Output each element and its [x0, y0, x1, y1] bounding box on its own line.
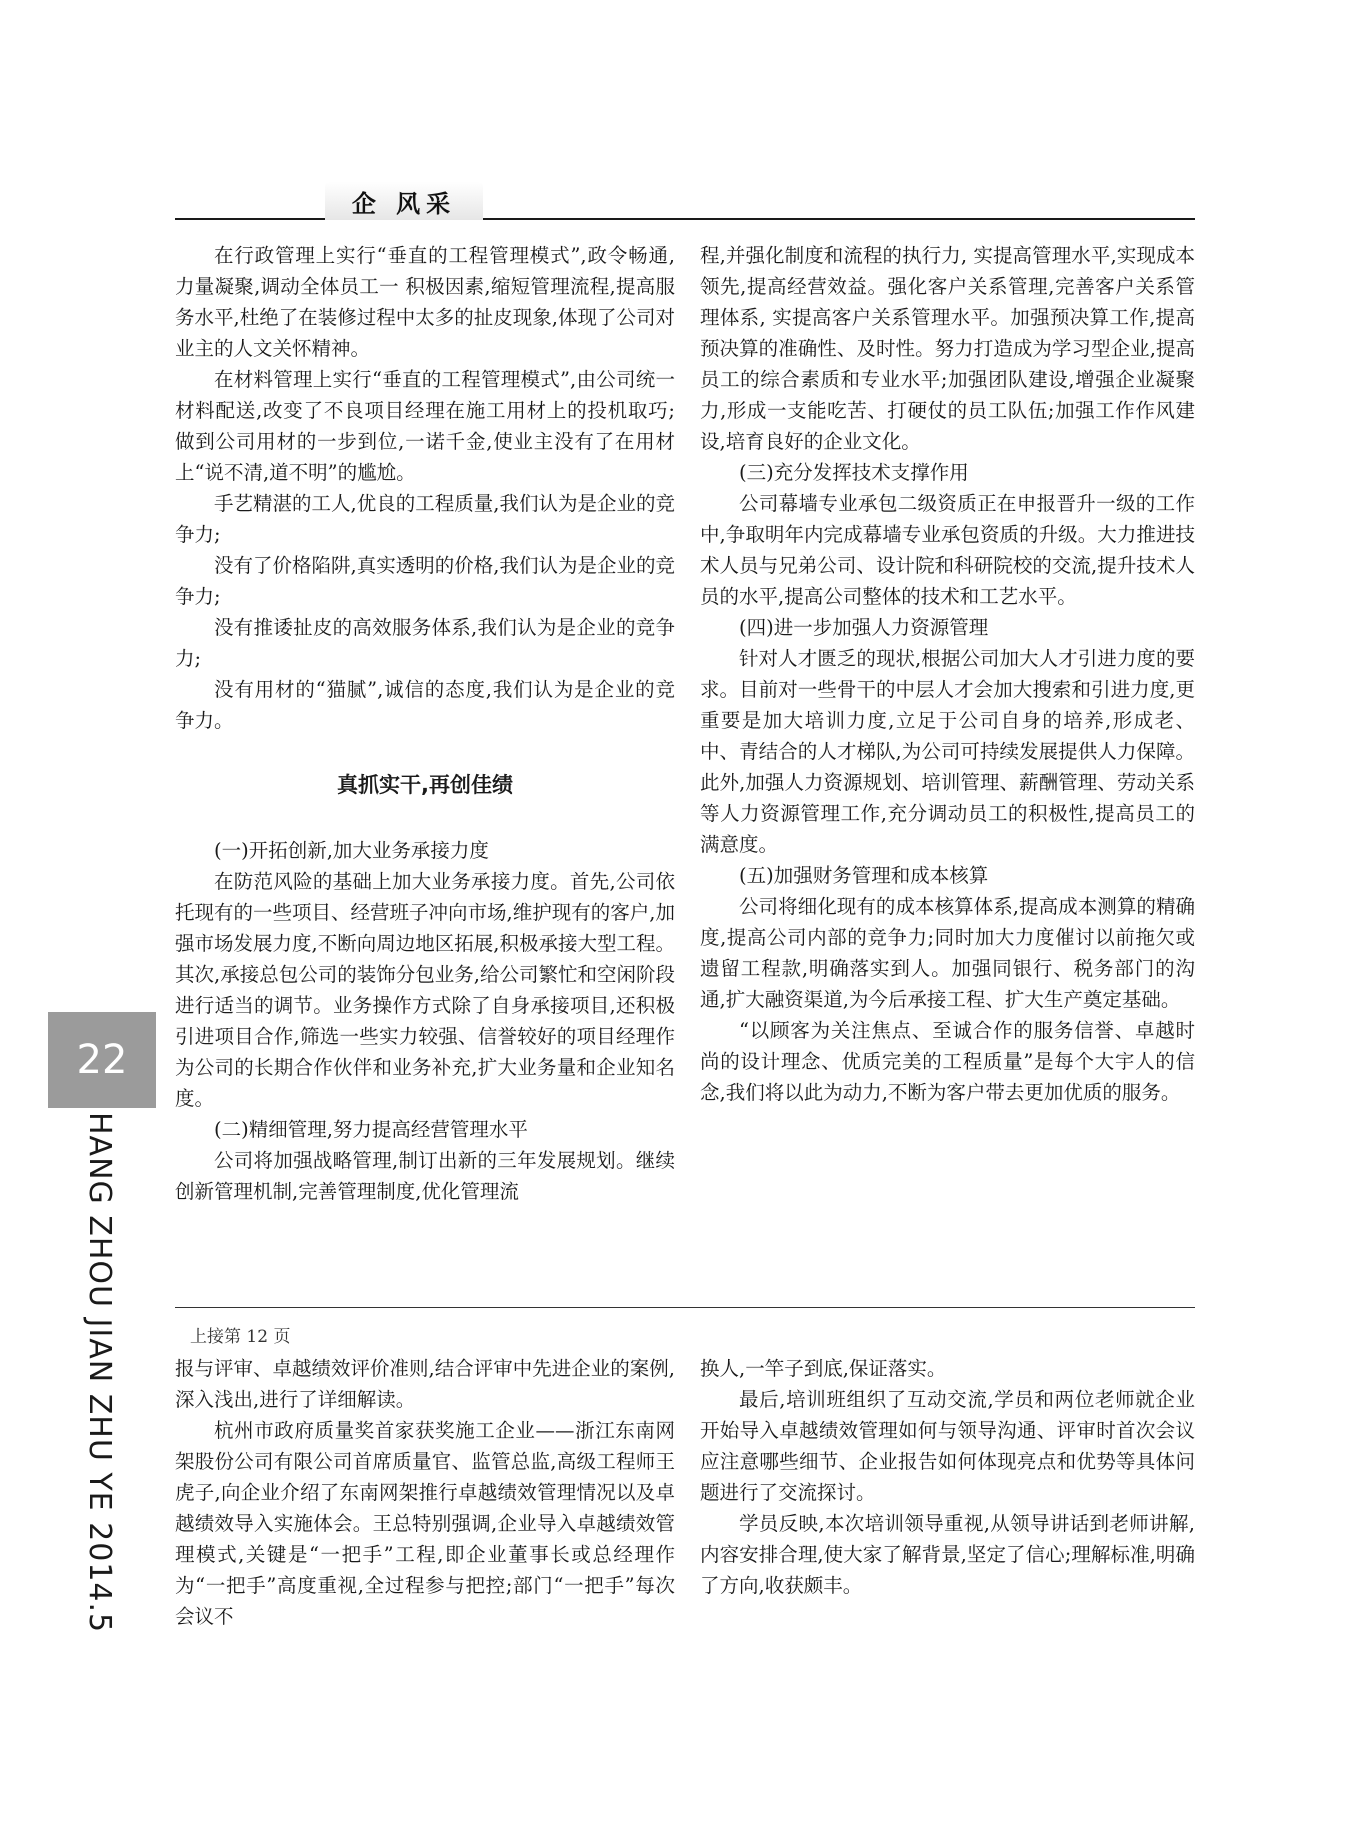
- paragraph: 学员反映,本次培训领导重视,从领导讲话到老师讲解,内容安排合理,使大家了解背景,坚定了信心;理解标准,明确了方向,收获颇丰。: [700, 1512, 1195, 1597]
- paragraph: 公司将加强战略管理,制订出新的三年发展规划。继续创新管理机制,完善管理制度,优化管理流: [175, 1149, 675, 1203]
- paragraph: 换人,一竿子到底,保证落实。: [700, 1357, 947, 1380]
- journal-issue-label: HANG ZHOU JIAN ZHU YE 2014.5: [82, 1112, 117, 1634]
- paragraph: 公司幕墙专业承包二级资质正在申报晋升一级的工作中,争取明年内完成幕墙专业承包资质的升级。大力推进技术人员与兄弟公司、设计院和科研院校的交流,提升技术人员的水平,提高公司整体的技术和工艺水平。: [700, 492, 1195, 608]
- paragraph: 在防范风险的基础上加大业务承接力度。首先,公司依托现有的一些项目、经营班子冲向市场,维护现有的客户,加强市场发展力度,不断向周边地区拓展,积极承接大型工程。其次,承接总包公司的装饰分包业务,给公司繁忙和空闲阶段进行适当的调节。业务操作方式除了自身承接项目,还积极引进项目合作,筛选一些实力较强、信誉较好的项目经理作为公司的长期合作伙伴和业务补充,扩大业务量和企业知名度。: [175, 870, 675, 1110]
- paragraph: 报与评审、卓越绩效评价准则,结合评审中先进企业的案例,深入浅出,进行了详细解读。: [175, 1357, 675, 1411]
- paragraph: 杭州市政府质量奖首家获奖施工企业——浙江东南网架股份公司有限公司首席质量官、监管总监,高级工程师王虎子,向企业介绍了东南网架推行卓越绩效管理情况以及卓越绩效导入实施体会。王总特别强调,企业导入卓越绩效管理模式,关键是“一把手”工程,即企业董事长或总经理作为“一把手”高度重视,全过程参与把控;部门“一把手”每次会议不: [175, 1419, 675, 1628]
- page-number-badge: 22: [48, 1012, 156, 1108]
- section-subtitle: (三)充分发挥技术支撑作用: [739, 461, 969, 484]
- section-header: [175, 182, 1195, 222]
- paragraph: 没有用材的“猫腻”,诚信的态度,我们认为是企业的竞争力。: [175, 678, 675, 732]
- article-column-left: [175, 240, 675, 1207]
- section-subtitle: (五)加强财务管理和成本核算: [739, 864, 989, 887]
- paragraph: 最后,培训班组织了互动交流,学员和两位老师就企业开始导入卓越绩效管理如何与领导沟通、评审时首次会议应注意哪些细节、企业报告如何体现亮点和优势等具体问题进行了交流探讨。: [700, 1388, 1195, 1504]
- paragraph: 在行政管理上实行“垂直的工程管理模式”,政令畅通,力量凝聚,调动全体员工一 积极因素,缩短管理流程,提高服务水平,杜绝了在装修过程中太多的扯皮现象,体现了公司对业主的人文关怀精神。: [175, 244, 675, 360]
- continued-from-label: 上接第 12 页: [190, 1327, 291, 1347]
- paragraph: 没有推诿扯皮的高效服务体系,我们认为是企业的竞争力;: [175, 616, 675, 670]
- paragraph: 没有了价格陷阱,真实透明的价格,我们认为是企业的竞争力;: [175, 554, 675, 608]
- section-divider: [175, 1307, 1195, 1308]
- paragraph: 在材料管理上实行“垂直的工程管理模式”,由公司统一材料配送,改变了不良项目经理在施工用材上的投机取巧;做到公司用材的一步到位,一诺千金,使业主没有了在用材上“说不清,道不明”的尴尬。: [175, 368, 675, 484]
- header-rule-right: [483, 218, 1195, 220]
- paragraph: 针对人才匮乏的现状,根据公司加大人才引进力度的要求。目前对一些骨干的中层人才会加大搜索和引进力度,更重要是加大培训力度,立足于公司自身的培养,形成老、中、青结合的人才梯队,为公司可持续发展提供人力保障。此外,加强人力资源规划、培训管理、薪酬管理、劳动关系等人力资源管理工作,充分调动员工的积极性,提高员工的满意度。: [700, 647, 1195, 856]
- header-rule-left: [175, 218, 325, 220]
- article-subheading: 真抓实干,再创佳绩: [337, 773, 513, 797]
- continuation-column-left: [175, 1353, 675, 1632]
- section-subtitle: (一)开拓创新,加大业务承接力度: [214, 839, 489, 862]
- paragraph: 公司将细化现有的成本核算体系,提高成本测算的精确度,提高公司内部的竞争力;同时加大力度催讨以前拖欠或遗留工程款,明确落实到人。加强同银行、税务部门的沟通,扩大融资渠道,为今后承接工程、扩大生产奠定基础。: [700, 895, 1195, 1011]
- paragraph: 手艺精湛的工人,优良的工程质量,我们认为是企业的竞争力;: [175, 492, 675, 546]
- article-column-right: [700, 240, 1195, 1108]
- continuation-column-right: [700, 1353, 1195, 1601]
- paragraph: 程,并强化制度和流程的执行力, 实提高管理水平,实现成本领先,提高经营效益。强化客户关系管理,完善客户关系管理体系, 实提高客户关系管理水平。加强预决算工作,提高预决算的准确性、及时性。努力打造成为学习型企业,提高员工的综合素质和专业水平;加强团队建设,增强企业凝聚力,形成一支能吃苦、打硬仗的员工队伍;加强工作作风建设,培育良好的企业文化。: [700, 244, 1195, 453]
- section-title: 企 风采: [351, 190, 457, 218]
- section-subtitle: (二)精细管理,努力提高经营管理水平: [214, 1118, 528, 1141]
- paragraph: “以顾客为关注焦点、至诚合作的服务信誉、卓越时尚的设计理念、优质完美的工程质量”是每个大宇人的信念,我们将以此为动力,不断为客户带去更加优质的服务。: [700, 1019, 1195, 1104]
- section-subtitle: (四)进一步加强人力资源管理: [739, 616, 989, 639]
